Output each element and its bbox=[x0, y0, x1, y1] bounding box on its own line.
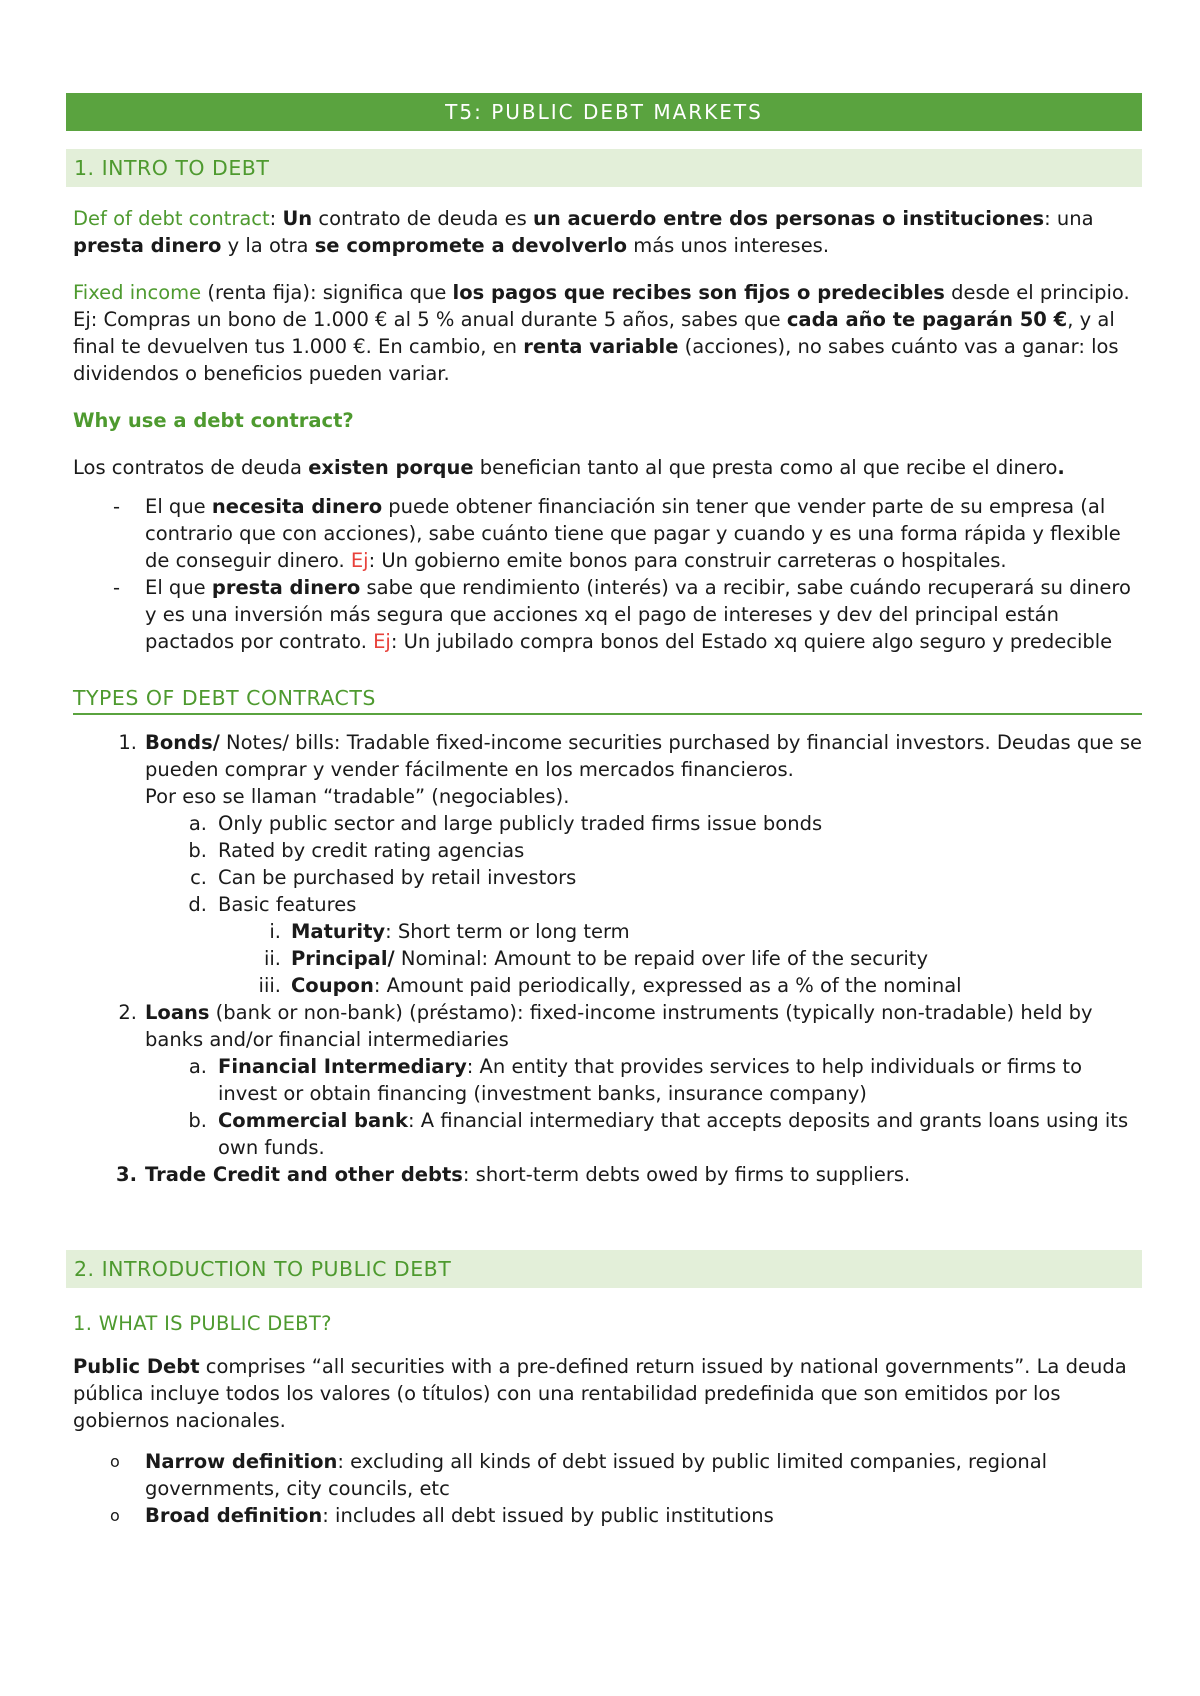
list-letter: a. bbox=[188, 812, 207, 835]
fixed-text-4: (acciones), no sabes cuánto vas a ganar: los dividendos o beneficios pueden variar. bbox=[73, 335, 1119, 385]
item-text: Nominal: Amount to be repaid over life of the security bbox=[394, 947, 928, 970]
list-number: 2. bbox=[118, 1001, 137, 1024]
section-heading-intro: 1. INTRO TO DEBT bbox=[66, 149, 1142, 187]
list-item bbox=[73, 918, 1142, 945]
dash-marker: - bbox=[113, 495, 121, 518]
list-roman: i. bbox=[269, 920, 281, 943]
bullet-bold: presta dinero bbox=[211, 576, 361, 599]
types-list bbox=[73, 729, 1142, 1188]
circle-bullet-icon: o bbox=[110, 1506, 120, 1525]
list-letter: c. bbox=[190, 866, 207, 889]
def-bold-4: se compromete a devolverlo bbox=[314, 234, 628, 257]
bullet-text: sabe que rendimiento (interés) va a recibir, sabe cuándo recuperará su dinero y es una inversión más segura que acciones xq el pago de intereses y dev del principal están pactados por contrato. bbox=[145, 576, 1131, 653]
list-item-bonds bbox=[73, 729, 1142, 783]
def-text-2: contrato de deuda es bbox=[312, 207, 533, 230]
list-item bbox=[73, 891, 1142, 918]
def-text-5: más unos intereses. bbox=[627, 234, 830, 257]
list-item bbox=[73, 837, 1142, 864]
document-title: T5: PUBLIC DEBT MARKETS bbox=[66, 93, 1142, 131]
list-number: 3. bbox=[116, 1163, 137, 1186]
item-text: : Amount paid periodically, expressed as a % of the nominal bbox=[373, 974, 962, 997]
list-item bbox=[73, 1448, 1142, 1502]
item-text: : excluding all kinds of debt issued by public limited companies, regional governments, city councils, etc bbox=[145, 1450, 1048, 1500]
list-roman: iii. bbox=[258, 974, 281, 997]
list-item bbox=[73, 1053, 1142, 1107]
section-heading-public-debt: 2. INTRODUCTION TO PUBLIC DEBT bbox=[66, 1250, 1142, 1288]
item-text: (bank or non-bank) (préstamo): fixed-income instruments (typically non-tradable) held by banks and/or financial intermediaries bbox=[145, 1001, 1093, 1051]
section-public-debt-content bbox=[66, 1310, 1142, 1529]
item-bold: Bonds/ bbox=[145, 731, 220, 754]
def-bold-1: Un bbox=[282, 207, 313, 230]
item-text: Can be purchased by retail investors bbox=[218, 866, 577, 889]
item-bold: Maturity bbox=[291, 920, 386, 943]
list-item bbox=[73, 493, 1142, 574]
public-debt-bold: Public Debt bbox=[73, 1355, 200, 1378]
list-item bbox=[73, 972, 1142, 999]
item-text: Notes/ bills: Tradable fixed-income securities purchased by financial investors. Deudas que se pueden comprar y vender fácilmente en los mercados financieros. bbox=[145, 731, 1142, 781]
fixed-text-2: desde el principio. Ej: Compras un bono de 1.000 € al 5 % anual durante 5 años, sabes que bbox=[73, 281, 1130, 331]
item-bold: Commercial bank bbox=[218, 1109, 409, 1132]
public-debt-text: comprises “all securities with a pre-defined return issued by national governments”. La deuda pública incluye todos los valores (o títulos) con una rentabilidad predefinida que son emitidos por los gobiernos nacionales. bbox=[73, 1355, 1127, 1432]
sub-heading-what-is-public-debt: 1. WHAT IS PUBLIC DEBT? bbox=[73, 1312, 332, 1335]
why-heading: Why use a debt contract? bbox=[73, 409, 354, 432]
bullet-bold: necesita dinero bbox=[211, 495, 383, 518]
fixed-income-label: Fixed income bbox=[73, 281, 202, 304]
types-heading: TYPES OF DEBT CONTRACTS bbox=[73, 685, 1142, 715]
def-text-3: : una bbox=[1044, 207, 1094, 230]
item-text: : A financial intermediary that accepts deposits and grants loans using its own funds. bbox=[218, 1109, 1129, 1159]
why-bullet-list bbox=[73, 493, 1142, 655]
why-text-2: benefician tanto al que presta como al que recibe el dinero bbox=[473, 456, 1058, 479]
list-item bbox=[73, 945, 1142, 972]
item-text: Rated by credit rating agencias bbox=[218, 839, 525, 862]
list-item bbox=[73, 1107, 1142, 1161]
list-item-continuation: Por eso se llaman “tradable” (negociables). bbox=[145, 785, 570, 808]
bullet-text: : Un jubilado compra bonos del Estado xq quiere algo seguro y predecible bbox=[390, 630, 1113, 653]
item-text: Basic features bbox=[218, 893, 357, 916]
list-letter: b. bbox=[188, 839, 207, 862]
fixed-text-1: (renta fija): significa que bbox=[201, 281, 453, 304]
item-bold: Coupon bbox=[291, 974, 374, 997]
why-bold-1: existen porque bbox=[308, 456, 474, 479]
list-item bbox=[73, 864, 1142, 891]
list-item-loans bbox=[73, 999, 1142, 1053]
list-letter: a. bbox=[188, 1055, 207, 1078]
fixed-bold-2: cada año te pagarán 50 € bbox=[786, 308, 1068, 331]
example-label: Ej bbox=[373, 630, 391, 653]
fixed-bold-1: los pagos que recibes son fijos o predecibles bbox=[452, 281, 945, 304]
section-intro-content bbox=[66, 205, 1142, 1188]
list-number: 1. bbox=[118, 731, 137, 754]
definition-list bbox=[73, 1448, 1142, 1529]
list-item-trade-credit bbox=[73, 1161, 1142, 1188]
def-paragraph bbox=[73, 205, 1142, 259]
item-bold: Trade Credit and other debts bbox=[145, 1163, 463, 1186]
list-roman: ii. bbox=[263, 947, 281, 970]
item-bold: Loans bbox=[145, 1001, 210, 1024]
item-bold: Narrow definition bbox=[145, 1450, 338, 1473]
def-bold-3: presta dinero bbox=[73, 234, 222, 257]
document-page bbox=[66, 93, 1142, 1529]
item-bold: Financial Intermediary bbox=[218, 1055, 467, 1078]
item-text: : short-term debts owed by firms to suppliers. bbox=[462, 1163, 911, 1186]
def-bold-2: un acuerdo entre dos personas o instituciones bbox=[532, 207, 1045, 230]
fixed-bold-3: renta variable bbox=[523, 335, 679, 358]
fixed-income-paragraph bbox=[73, 279, 1142, 387]
item-bold: Principal/ bbox=[291, 947, 395, 970]
list-item bbox=[73, 574, 1142, 655]
list-letter: b. bbox=[188, 1109, 207, 1132]
item-text: Only public sector and large publicly traded firms issue bonds bbox=[218, 812, 823, 835]
bullet-text: El que bbox=[145, 495, 212, 518]
public-debt-paragraph bbox=[73, 1353, 1142, 1434]
circle-bullet-icon: o bbox=[110, 1452, 120, 1471]
why-bold-2: . bbox=[1057, 456, 1065, 479]
fixed-text-3: , y al final te devuelven tus 1.000 €. En cambio, en bbox=[73, 308, 1115, 358]
list-item bbox=[73, 1502, 1142, 1529]
def-text-4: y la otra bbox=[221, 234, 315, 257]
bullet-text: : Un gobierno emite bonos para construir carreteras o hospitales. bbox=[368, 549, 1007, 572]
item-text: : An entity that provides services to help individuals or firms to invest or obtain financing (investment banks, insurance company) bbox=[218, 1055, 1082, 1105]
bullet-text: El que bbox=[145, 576, 212, 599]
item-bold: Broad definition bbox=[145, 1504, 323, 1527]
item-text: : Short term or long term bbox=[385, 920, 630, 943]
list-item bbox=[73, 810, 1142, 837]
def-text-1: : bbox=[269, 207, 283, 230]
why-paragraph bbox=[73, 454, 1142, 481]
dash-marker: - bbox=[113, 576, 121, 599]
bullet-text: puede obtener financiación sin tener que vender parte de su empresa (al contrario que con acciones), sabe cuánto tiene que pagar y cuando y es una forma rápida y flexible de conseguir dinero. bbox=[145, 495, 1121, 572]
example-label: Ej bbox=[350, 549, 369, 572]
item-text: : includes all debt issued by public institutions bbox=[322, 1504, 774, 1527]
why-text-1: Los contratos de deuda bbox=[73, 456, 309, 479]
def-label: Def of debt contract bbox=[73, 207, 270, 230]
list-letter: d. bbox=[188, 893, 207, 916]
